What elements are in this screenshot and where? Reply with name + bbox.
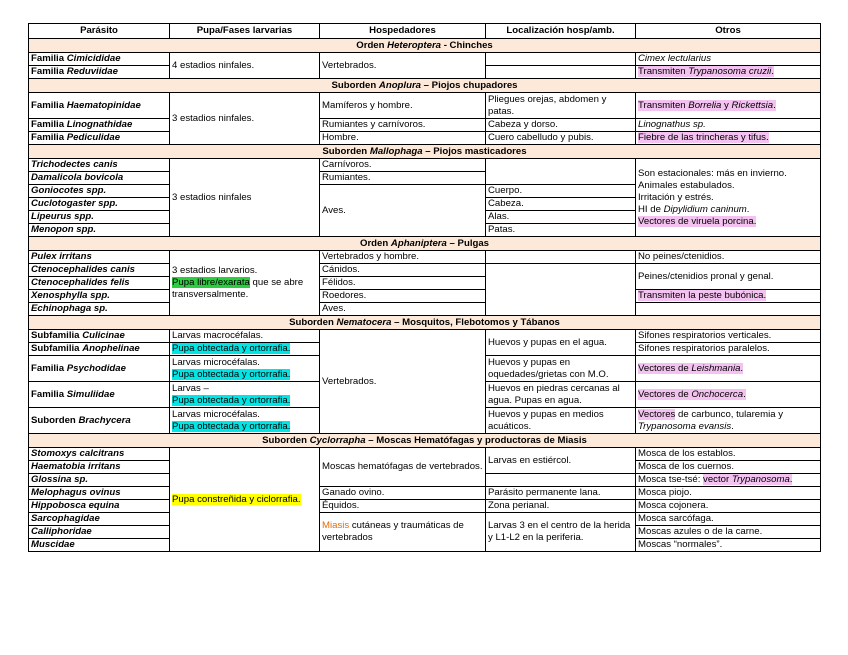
section-row bbox=[29, 434, 821, 448]
pupa-cell: 3 estadios ninfales. bbox=[170, 93, 320, 145]
parasite-cell: Cuclotogaster spp. bbox=[29, 198, 170, 211]
otros-cell: Mosca sarcófaga. bbox=[636, 513, 821, 526]
otros-cell: Sifones respiratorios verticales. bbox=[636, 330, 821, 343]
parasite-cell: Melophagus ovinus bbox=[29, 487, 170, 500]
section-row bbox=[29, 237, 821, 251]
pupa-cell: 3 estadios larvarios. Pupa libre/exarata que se abre transversalmente. bbox=[170, 251, 320, 316]
host-cell: Vertebrados y hombre. bbox=[320, 251, 486, 264]
host-cell: Hombre. bbox=[320, 132, 486, 145]
location-cell: Cabeza y dorso. bbox=[486, 119, 636, 132]
otros-cell bbox=[636, 303, 821, 316]
table-row bbox=[29, 159, 821, 172]
location-cell: Cuerpo. bbox=[486, 185, 636, 198]
otros-cell: Cimex lectularius bbox=[636, 53, 821, 66]
host-cell: Moscas hematófagas de vertebrados. bbox=[320, 448, 486, 487]
otros-cell: Mosca piojo. bbox=[636, 487, 821, 500]
parasite-cell: Ctenocephalides felis bbox=[29, 277, 170, 290]
otros-cell: Mosca de los cuernos. bbox=[636, 461, 821, 474]
location-cell: Patas. bbox=[486, 224, 636, 237]
col-header-hospedadores: Hospedadores bbox=[320, 24, 486, 39]
pupa-cell: Larvas microcéfalas. Pupa obtectada y ortorrafia. bbox=[170, 408, 320, 434]
host-cell: Félidos. bbox=[320, 277, 486, 290]
location-cell bbox=[486, 53, 636, 66]
host-cell: Vertebrados. bbox=[320, 53, 486, 79]
table-row bbox=[29, 500, 821, 513]
location-cell bbox=[486, 474, 636, 487]
section-row bbox=[29, 145, 821, 159]
table-row bbox=[29, 132, 821, 145]
location-cell bbox=[486, 66, 636, 79]
host-cell: Aves. bbox=[320, 303, 486, 316]
parasite-cell: Menopon spp. bbox=[29, 224, 170, 237]
parasite-cell: Hippobosca equina bbox=[29, 500, 170, 513]
table-row bbox=[29, 264, 821, 277]
parasite-cell: Familia Pediculidae bbox=[29, 132, 170, 145]
section-taxon: Heteroptera bbox=[387, 39, 442, 51]
host-cell: Mamíferos y hombre. bbox=[320, 93, 486, 119]
location-cell: Larvas 3 en el centro de la herida y L1-L2 en la periferia. bbox=[486, 513, 636, 552]
otros-cell: Mosca de los establos. bbox=[636, 448, 821, 461]
host-cell: Miasis cutáneas y traumáticas de vertebrados bbox=[320, 513, 486, 552]
section-row bbox=[29, 39, 821, 53]
otros-cell: Transmiten Trypanosoma cruzii. bbox=[636, 66, 821, 79]
parasite-cell: Calliphoridae bbox=[29, 526, 170, 539]
parasite-cell: Familia Linognathidae bbox=[29, 119, 170, 132]
table-row bbox=[29, 448, 821, 461]
col-header-pupa: Pupa/Fases larvarias bbox=[170, 24, 320, 39]
parasite-cell: Lipeurus spp. bbox=[29, 211, 170, 224]
otros-cell: Moscas azules o de la carne. bbox=[636, 526, 821, 539]
table-row bbox=[29, 53, 821, 66]
otros-cell: Vectores de Onchocerca. bbox=[636, 382, 821, 408]
otros-cell: Linognathus sp. bbox=[636, 119, 821, 132]
table-row bbox=[29, 251, 821, 264]
host-cell: Équidos. bbox=[320, 500, 486, 513]
host-cell: Rumiantes y carnívoros. bbox=[320, 119, 486, 132]
table-row bbox=[29, 487, 821, 500]
section-row bbox=[29, 316, 821, 330]
parasite-cell: Subfamilia Anophelinae bbox=[29, 343, 170, 356]
table-row bbox=[29, 290, 821, 303]
section-suffix: - Chinches bbox=[441, 39, 493, 51]
otros-cell: Son estacionales: más en invierno. Animales estabulados. Irritación y estrés. HI de Dipylidium caninum. Vectores de viruela porcina. bbox=[636, 159, 821, 237]
otros-cell: Transmiten Borrelia y Rickettsia. bbox=[636, 93, 821, 119]
location-cell bbox=[486, 251, 636, 264]
header-row bbox=[29, 24, 821, 39]
otros-cell: Mosca cojonera. bbox=[636, 500, 821, 513]
otros-cell: Peines/ctenidios pronal y genal. bbox=[636, 264, 821, 290]
location-cell: Huevos en piedras cercanas al agua. Pupas en agua. bbox=[486, 382, 636, 408]
parasite-cell: Ctenocephalides canis bbox=[29, 264, 170, 277]
parasite-cell: Pulex irritans bbox=[29, 251, 170, 264]
otros-cell: Sifones respiratorios paralelos. bbox=[636, 343, 821, 356]
host-cell: Carnívoros. bbox=[320, 159, 486, 172]
table-row bbox=[29, 330, 821, 343]
parasite-cell: Stomoxys calcitrans bbox=[29, 448, 170, 461]
otros-cell: Vectores de carbunco, tularemia y Trypanosoma evansis. bbox=[636, 408, 821, 434]
pupa-cell: Larvas microcéfalas. Pupa obtectada y ortorrafia. bbox=[170, 356, 320, 382]
location-cell: Pliegues orejas, abdomen y patas. bbox=[486, 93, 636, 119]
location-cell bbox=[486, 264, 636, 316]
host-cell: Vertebrados. bbox=[320, 330, 486, 434]
parasite-cell: Goniocotes spp. bbox=[29, 185, 170, 198]
pupa-cell: Pupa obtectada y ortorrafia. bbox=[170, 343, 320, 356]
location-cell: Huevos y pupas en oquedades/grietas con M.O. bbox=[486, 356, 636, 382]
location-cell: Zona perianal. bbox=[486, 500, 636, 513]
parasite-cell: Damalicola bovicola bbox=[29, 172, 170, 185]
parasite-cell: Echinophaga sp. bbox=[29, 303, 170, 316]
section-title bbox=[29, 39, 821, 53]
col-header-parasito: Parásito bbox=[29, 24, 170, 39]
parasite-cell: Familia Cimicididae bbox=[29, 53, 170, 66]
section-title: Suborden Mallophaga – Piojos masticadores bbox=[29, 145, 821, 159]
host-cell: Ganado ovino. bbox=[320, 487, 486, 500]
pupa-cell: Larvas macrocéfalas. bbox=[170, 330, 320, 343]
parasite-cell: Familia Haematopinidae bbox=[29, 93, 170, 119]
host-cell: Aves. bbox=[320, 185, 486, 237]
parasite-table-container bbox=[28, 23, 821, 552]
pupa-cell: 3 estadios ninfales bbox=[170, 159, 320, 237]
parasite-cell: Sarcophagidae bbox=[29, 513, 170, 526]
location-cell: Huevos y pupas en el agua. bbox=[486, 330, 636, 356]
parasite-cell: Subfamilia Culicinae bbox=[29, 330, 170, 343]
section-title: Orden Aphaniptera – Pulgas bbox=[29, 237, 821, 251]
parasite-cell: Glossina sp. bbox=[29, 474, 170, 487]
parasite-cell: Familia Psychodidae bbox=[29, 356, 170, 382]
table-row bbox=[29, 303, 821, 316]
parasite-table bbox=[28, 23, 821, 552]
parasite-cell: Suborden Brachycera bbox=[29, 408, 170, 434]
otros-cell: Mosca tse-tsé: vector Trypanosoma. bbox=[636, 474, 821, 487]
parasite-cell: Muscidae bbox=[29, 539, 170, 552]
location-cell: Cuero cabelludo y pubis. bbox=[486, 132, 636, 145]
pupa-cell: Larvas – Pupa obtectada y ortorrafia. bbox=[170, 382, 320, 408]
parasite-cell: Haematobia irritans bbox=[29, 461, 170, 474]
location-cell: Cabeza. bbox=[486, 198, 636, 211]
location-cell: Parásito permanente lana. bbox=[486, 487, 636, 500]
section-title: Suborden Cyclorrapha – Moscas Hematófagas y productoras de Miasis bbox=[29, 434, 821, 448]
otros-cell: No peines/ctenidios. bbox=[636, 251, 821, 264]
col-header-localizacion: Localización hosp/amb. bbox=[486, 24, 636, 39]
section-title: Suborden Nematocera – Mosquitos, Flebotomos y Tábanos bbox=[29, 316, 821, 330]
pupa-cell: Pupa constreñida y ciclorrafia. bbox=[170, 448, 320, 552]
location-cell: Alas. bbox=[486, 211, 636, 224]
otros-cell: Vectores de Leishmania. bbox=[636, 356, 821, 382]
section-prefix: Orden bbox=[356, 39, 388, 51]
host-cell: Rumiantes. bbox=[320, 172, 486, 185]
parasite-cell: Familia Reduviidae bbox=[29, 66, 170, 79]
host-cell: Roedores. bbox=[320, 290, 486, 303]
location-cell: Larvas en estiércol. bbox=[486, 448, 636, 474]
section-title: Suborden Anoplura – Piojos chupadores bbox=[29, 79, 821, 93]
table-row bbox=[29, 93, 821, 119]
pupa-cell: 4 estadios ninfales. bbox=[170, 53, 320, 79]
otros-cell: Moscas “normales”. bbox=[636, 539, 821, 552]
location-cell: Huevos y pupas en medios acuáticos. bbox=[486, 408, 636, 434]
parasite-cell: Familia Simuliidae bbox=[29, 382, 170, 408]
host-cell: Cánidos. bbox=[320, 264, 486, 277]
otros-cell: Fiebre de las trincheras y tifus. bbox=[636, 132, 821, 145]
table-row bbox=[29, 513, 821, 526]
section-row bbox=[29, 79, 821, 93]
location-cell bbox=[486, 159, 636, 185]
col-header-otros: Otros bbox=[636, 24, 821, 39]
otros-cell: Transmiten la peste bubónica. bbox=[636, 290, 821, 303]
parasite-cell: Trichodectes canis bbox=[29, 159, 170, 172]
parasite-cell: Xenosphylla spp. bbox=[29, 290, 170, 303]
table-row bbox=[29, 119, 821, 132]
